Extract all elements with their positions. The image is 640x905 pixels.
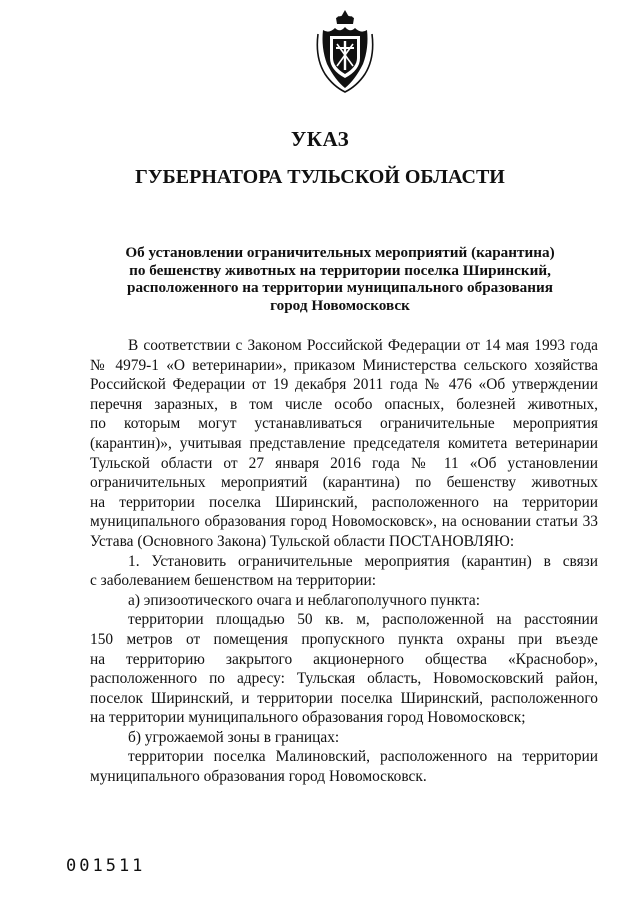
subject-line: Об установлении ограничительных мероприятий (карантина) <box>125 244 555 261</box>
body-line: расположенного по адресу: Тульская область, Новомосковский район, <box>90 670 598 688</box>
subject-line: расположенного на территории муниципального образования <box>127 279 553 297</box>
body-line: с заболеванием бешенством на территории: <box>90 572 377 590</box>
body-line: перечня заразных, в том числе особо опасных, болезней животных, <box>90 395 598 413</box>
body-line: б) угрожаемой зоны в границах: <box>128 728 340 746</box>
body-line: территории площадью 50 кв. м, расположенной на расстоянии <box>128 611 598 629</box>
body-line: на территорию закрытого акционерного общества «Краснобор», <box>90 650 598 668</box>
document-subtitle: ГУБЕРНАТОРА ТУЛЬСКОЙ ОБЛАСТИ <box>135 166 505 188</box>
body-line: муниципального образования город Новомосковск», на основании статьи 33 <box>90 513 598 531</box>
body-line: 1. Установить ограничительные мероприятия (карантин) в связи <box>128 552 598 570</box>
coat-of-arms-emblem <box>315 8 375 94</box>
body-line: Российской Федерации от 19 декабря 2011 года № 476 «Об утверждении <box>90 376 598 394</box>
body-line: ограничительных мероприятий (карантина) по бешенству животных <box>90 474 598 492</box>
body-line: № 4979-1 «О ветеринарии», приказом Министерства сельского хозяйства <box>90 356 598 374</box>
body-line: поселок Ширинский, и территории поселка Ширинский, расположенного <box>90 689 598 707</box>
body-line: Тульской области от 27 января 2016 года № 11 «Об установлении <box>90 454 598 472</box>
body-line: муниципального образования город Новомосковск. <box>90 768 427 786</box>
body-line: на территории поселка Ширинский, расположенного на территории <box>90 493 598 511</box>
body-line: (карантин)», учитывая представление председателя комитета ветеринарии <box>90 434 598 452</box>
decree-subject <box>110 244 570 314</box>
subject-line: по бешенству животных на территории поселка Ширинский, <box>129 261 551 279</box>
serial-number: 001511 <box>66 856 146 876</box>
subject-line: город Новомосковск <box>270 296 410 314</box>
body-line: по которым могут устанавливаться ограничительные мероприятия <box>90 415 598 433</box>
body-line: 150 метров от помещения пропускного пункта охраны при въезде <box>90 630 598 648</box>
document-title: УКАЗ <box>290 127 350 151</box>
body-line: Устава (Основного Закона) Тульской области ПОСТАНОВЛЯЮ: <box>90 532 515 550</box>
body-line: территории поселка Малиновский, расположенного на территории <box>128 748 598 766</box>
body-line: на территории муниципального образования город Новомосковск; <box>90 709 526 727</box>
decree-body <box>90 336 598 787</box>
body-line: а) эпизоотического очага и неблагополучного пункта: <box>128 591 480 609</box>
body-line: В соответствии с Законом Российской Федерации от 14 мая 1993 года <box>128 337 598 354</box>
